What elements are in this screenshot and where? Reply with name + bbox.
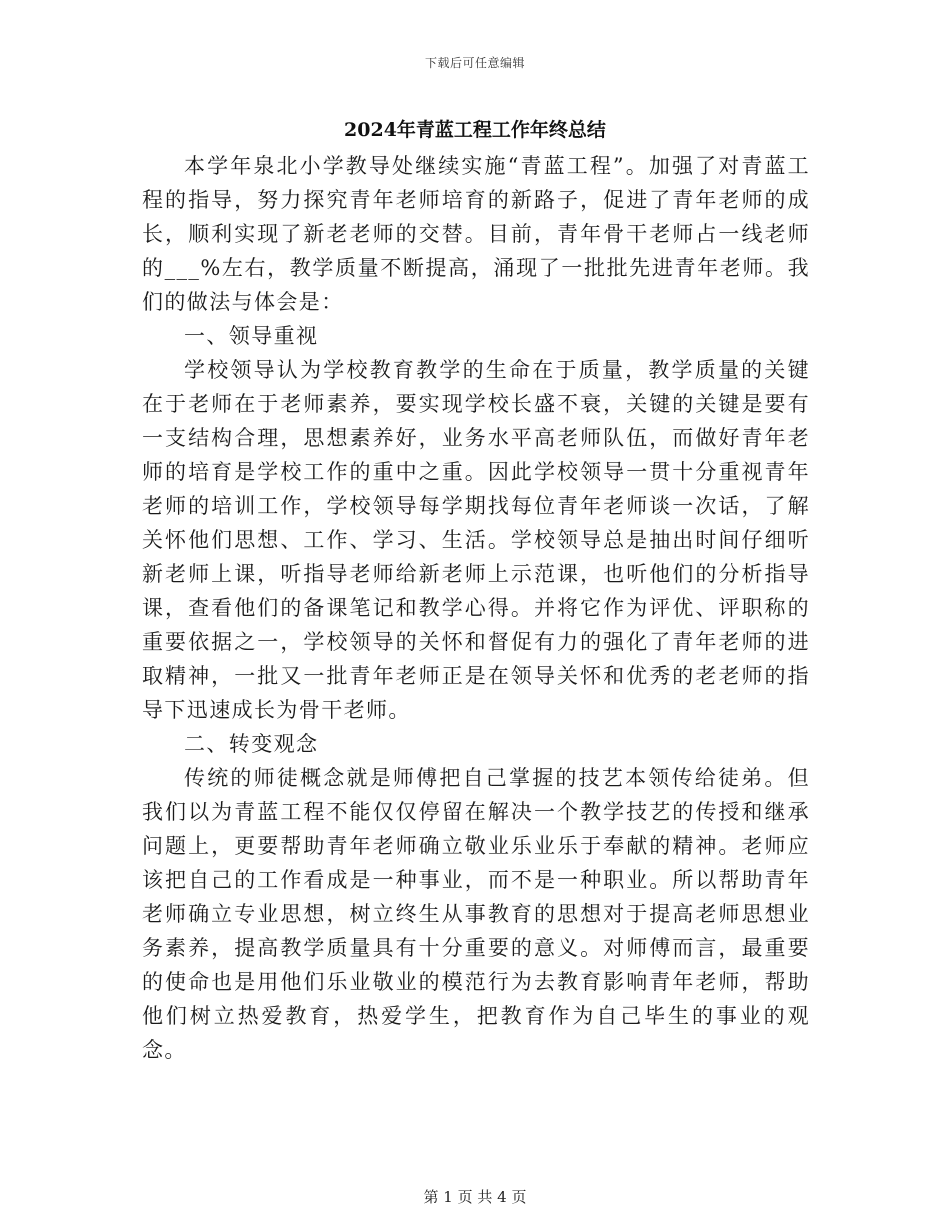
document-title: 2024年青蓝工程工作年终总结	[344, 119, 606, 141]
header-note: 下载后可任意编辑	[424, 56, 525, 70]
intro-paragraph: 本学年泉北小学教导处继续实施“青蓝工程”。加强了对青蓝工程的指导，努力探究青年老师培育的新路子，促进了青年老师的成长，顺利实现了新老老师的交替。目前，青年骨干老师占一线老师的___%左右，教学质量不断提高，涌现了一批批先进青年老师。我们的做法与体会是：	[142, 154, 810, 314]
page-number: 第 1 页 共 4 页	[423, 1188, 527, 1206]
section-heading-concept: 二、转变观念	[184, 732, 319, 756]
concept-paragraph: 传统的师徒概念就是师傅把自己掌握的技艺本领传给徒弟。但我们以为青蓝工程不能仅仅停留在解决一个教学技艺的传授和继承问题上，更要帮助青年老师确立敬业乐业乐于奉献的精神。老师应该把自己的工作看成是一种事业，而不是一种职业。所以帮助青年老师确立专业思想，树立终生从事教育的思想对于提高老师思想业务素养，提高教学质量具有十分重要的意义。对师傅而言，最重要的使命也是用他们乐业敬业的模范行为去教育影响青年老师，帮助他们树立热爱教育，热爱学生，把教育作为自己毕生的事业的观念。	[142, 766, 810, 1062]
section-heading-leadership: 一、领导重视	[184, 324, 319, 348]
leadership-paragraph: 学校领导认为学校教育教学的生命在于质量，教学质量的关键在于老师在于老师素养，要实现学校长盛不衰，关键的关键是要有一支结构合理，思想素养好，业务水平高老师队伍，而做好青年老师的培育是学校工作的重中之重。因此学校领导一贯十分重视青年老师的培训工作，学校领导每学期找每位青年老师谈一次话，了解关怀他们思想、工作、学习、生活。学校领导总是抽出时间仔细听新老师上课，听指导老师给新老师上示范课，也听他们的分析指导课，查看他们的备课笔记和教学心得。并将它作为评优、评职称的重要依据之一，学校领导的关怀和督促有力的强化了青年老师的进取精神，一批又一批青年老师正是在领导关怀和优秀的老老师的指导下迅速成长为骨干老师。	[142, 358, 810, 722]
document-body	[142, 149, 810, 1067]
